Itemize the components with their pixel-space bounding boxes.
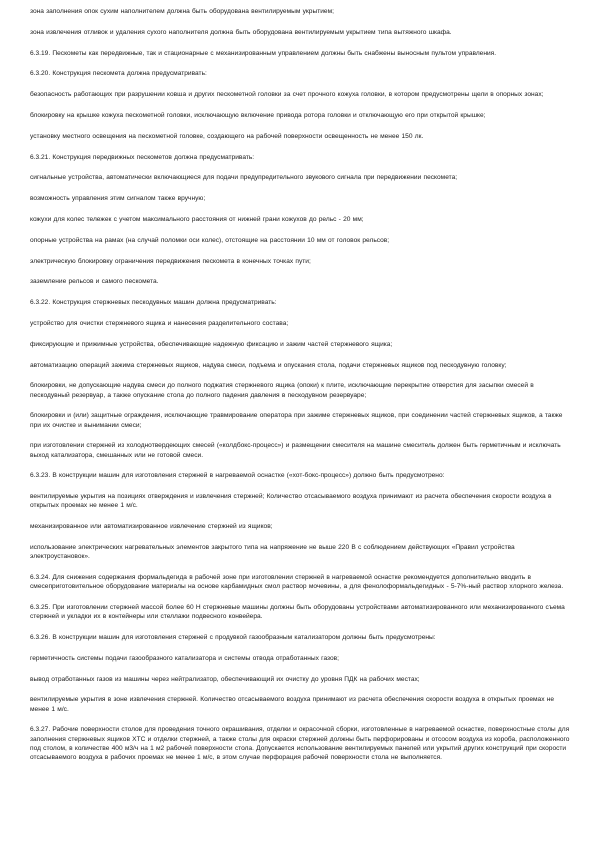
paragraph: кожухи для колес тележек с учетом максимального расстояния от нижней грани кожухов до рельс - 20 мм;: [30, 215, 364, 223]
paragraph: при изготовлении стержней из холоднотвердеющих смесей («колдбокс-процесс») и размещении смесителя на машине смеситель должен быть герметичным и исключать выход катализатора, смешанных или не готовой смеси.: [30, 442, 561, 459]
paragraph: 6.3.25. При изготовлении стержней массой более 60 Н стержневые машины должны быть оборудованы устройствами автоматизированного или механизированного съема стержней и укладки их в контейнеры или стеллажи подвесного конвейера.: [30, 603, 565, 621]
paragraph: блокировки, не допускающие надува смеси до полного поджатия стержневого ящика (опоки) к плите, исключающие перекрытие отверстия для засыпки смесей в пескодувный резервуар, а также опускание стола до полного падения давления в пескодувном резервуаре;: [30, 382, 534, 399]
paragraph: блокировки и (или) защитные ограждения, исключающие травмирование оператора при зажиме стержневых ящиков, при соединении частей стержневых ящиков, а также при их очистке и вынимании смеси;: [30, 412, 563, 429]
paragraph: 6.3.22. Конструкция стержневых пескодувных машин должна предусматривать:: [30, 299, 277, 307]
paragraph: зона извлечения отливок и удаления сухого наполнителя должна быть оборудована вентилируемым укрытием типа вытяжного шкафа.: [30, 28, 452, 36]
paragraph: электрическую блокировку ограничения передвижения пескомета в конечных точках пути;: [30, 257, 311, 265]
paragraph: 6.3.23. В конструкции машин для изготовления стержней в нагреваемой оснастке («хот-бокс-процесс») должно быть предусмотрено:: [30, 472, 445, 480]
paragraph: 6.3.21. Конструкция передвижных пескометов должна предусматривать:: [30, 153, 255, 161]
paragraph: вентилируемые укрытия на позициях отверждения и извлечения стержней; Количество отсасываемого воздуха принимают из расчета обеспечения скорости воздуха в открытых проемах не менее 1 м/с.: [30, 493, 552, 510]
paragraph: 6.3.26. В конструкции машин для изготовления стержней с продувкой газообразным катализатором должны быть предусмотрены:: [30, 633, 436, 641]
paragraph: автоматизацию операций зажима стержневых ящиков, надува смеси, подъема и опускания стола, подачи стержневых ящиков под пескодувную головку;: [30, 361, 507, 369]
paragraph: безопасность работающих при разрушении ковша и других пескометной головки за счет прочного кожуха головки, в котором предусмотрены щели в опорных зонах;: [30, 91, 544, 99]
paragraph: 6.3.27. Рабочие поверхности столов для проведения точного окрашивания, отделки и окрасочной сборки, изготовленные в нагреваемой оснастке, поверхностные столы для заполнения стержневых ящиков ХТС и отделки стержней, а также столы для окраски стержней должны быть перфорированы и отсосом воздуха из короба, расположенного под столом, в количестве 400 м3/ч на 1 м2 рабочей поверхности стола. Допускается использование вентилируемых панелей или укрытий других конструкций при скорости отсасываемого воздуха в рабочих проемах не менее 1 м/с, в этом случае перфорация рабочей поверхности стола не выполняется.: [30, 726, 570, 761]
paragraph: механизированное или автоматизированное извлечение стержней из ящиков;: [30, 523, 273, 531]
paragraph: блокировку на крышке кожуха пескометной головки, исключающую включение привода ротора головки и отключающую его при открытой крышке;: [30, 111, 486, 119]
paragraph: использование электрических нагревательных элементов закрытого типа на напряжение не выше 220 В с соблюдением действующих «Правил устройства электроустановок».: [30, 543, 515, 561]
paragraph: фиксирующие и прижимные устройства, обеспечивающие надежную фиксацию и зажим частей стержневого ящика;: [30, 340, 393, 348]
paragraph: устройство для очистки стержневого ящика и нанесения разделительного состава;: [30, 319, 289, 327]
paragraph: герметичность системы подачи газообразного катализатора и системы отвода отработанных газов;: [30, 654, 339, 662]
paragraph: опорные устройства на рамах (на случай поломки оси колес), отстоящие на расстоянии 10 мм от головок рельсов;: [30, 236, 390, 244]
paragraph: вентилируемые укрытия в зоне извлечения стержней. Количество отсасываемого воздуха принимают из расчета обеспечения скорости воздуха в открытых проемах не менее 1 м/с.: [30, 696, 555, 713]
paragraph: 6.3.24. Для снижения содержания формальдегида в рабочей зоне при изготовлении стержней в нагреваемой оснастке рекомендуется дополнительно вводить в смесеприготовительное оборудование материалы на основе карбамидных смол раствор мочевины, а для фенолоформальдегидных - 5-7%-ный раствор хлорного железа.: [30, 573, 564, 591]
paragraph: 6.3.19. Пескометы как передвижные, так и стационарные с механизированным управлением должны быть снабжены выносным пультом управления.: [30, 49, 497, 57]
paragraph: заземление рельсов и самого пескомета.: [30, 278, 159, 286]
paragraph: установку местного освещения на пескометной головке, создающего на рабочей поверхности освещенность не менее 150 лк.: [30, 132, 424, 140]
paragraph: 6.3.20. Конструкция пескомета должна предусматривать:: [30, 70, 207, 78]
paragraph: возможность управления этим сигналом также вручную;: [30, 195, 206, 203]
paragraph: сигнальные устройства, автоматически включающиеся для подачи предупредительного звукового сигнала при передвижении пескомета;: [30, 174, 458, 182]
paragraph: вывод отработанных газов из машины через нейтрализатор, обеспечивающий их очистку до уровня ПДК на рабочих местах;: [30, 675, 420, 683]
paragraph: зона заполнения опок сухим наполнителем должна быть оборудована вентилируемым укрытием;: [30, 8, 334, 15]
